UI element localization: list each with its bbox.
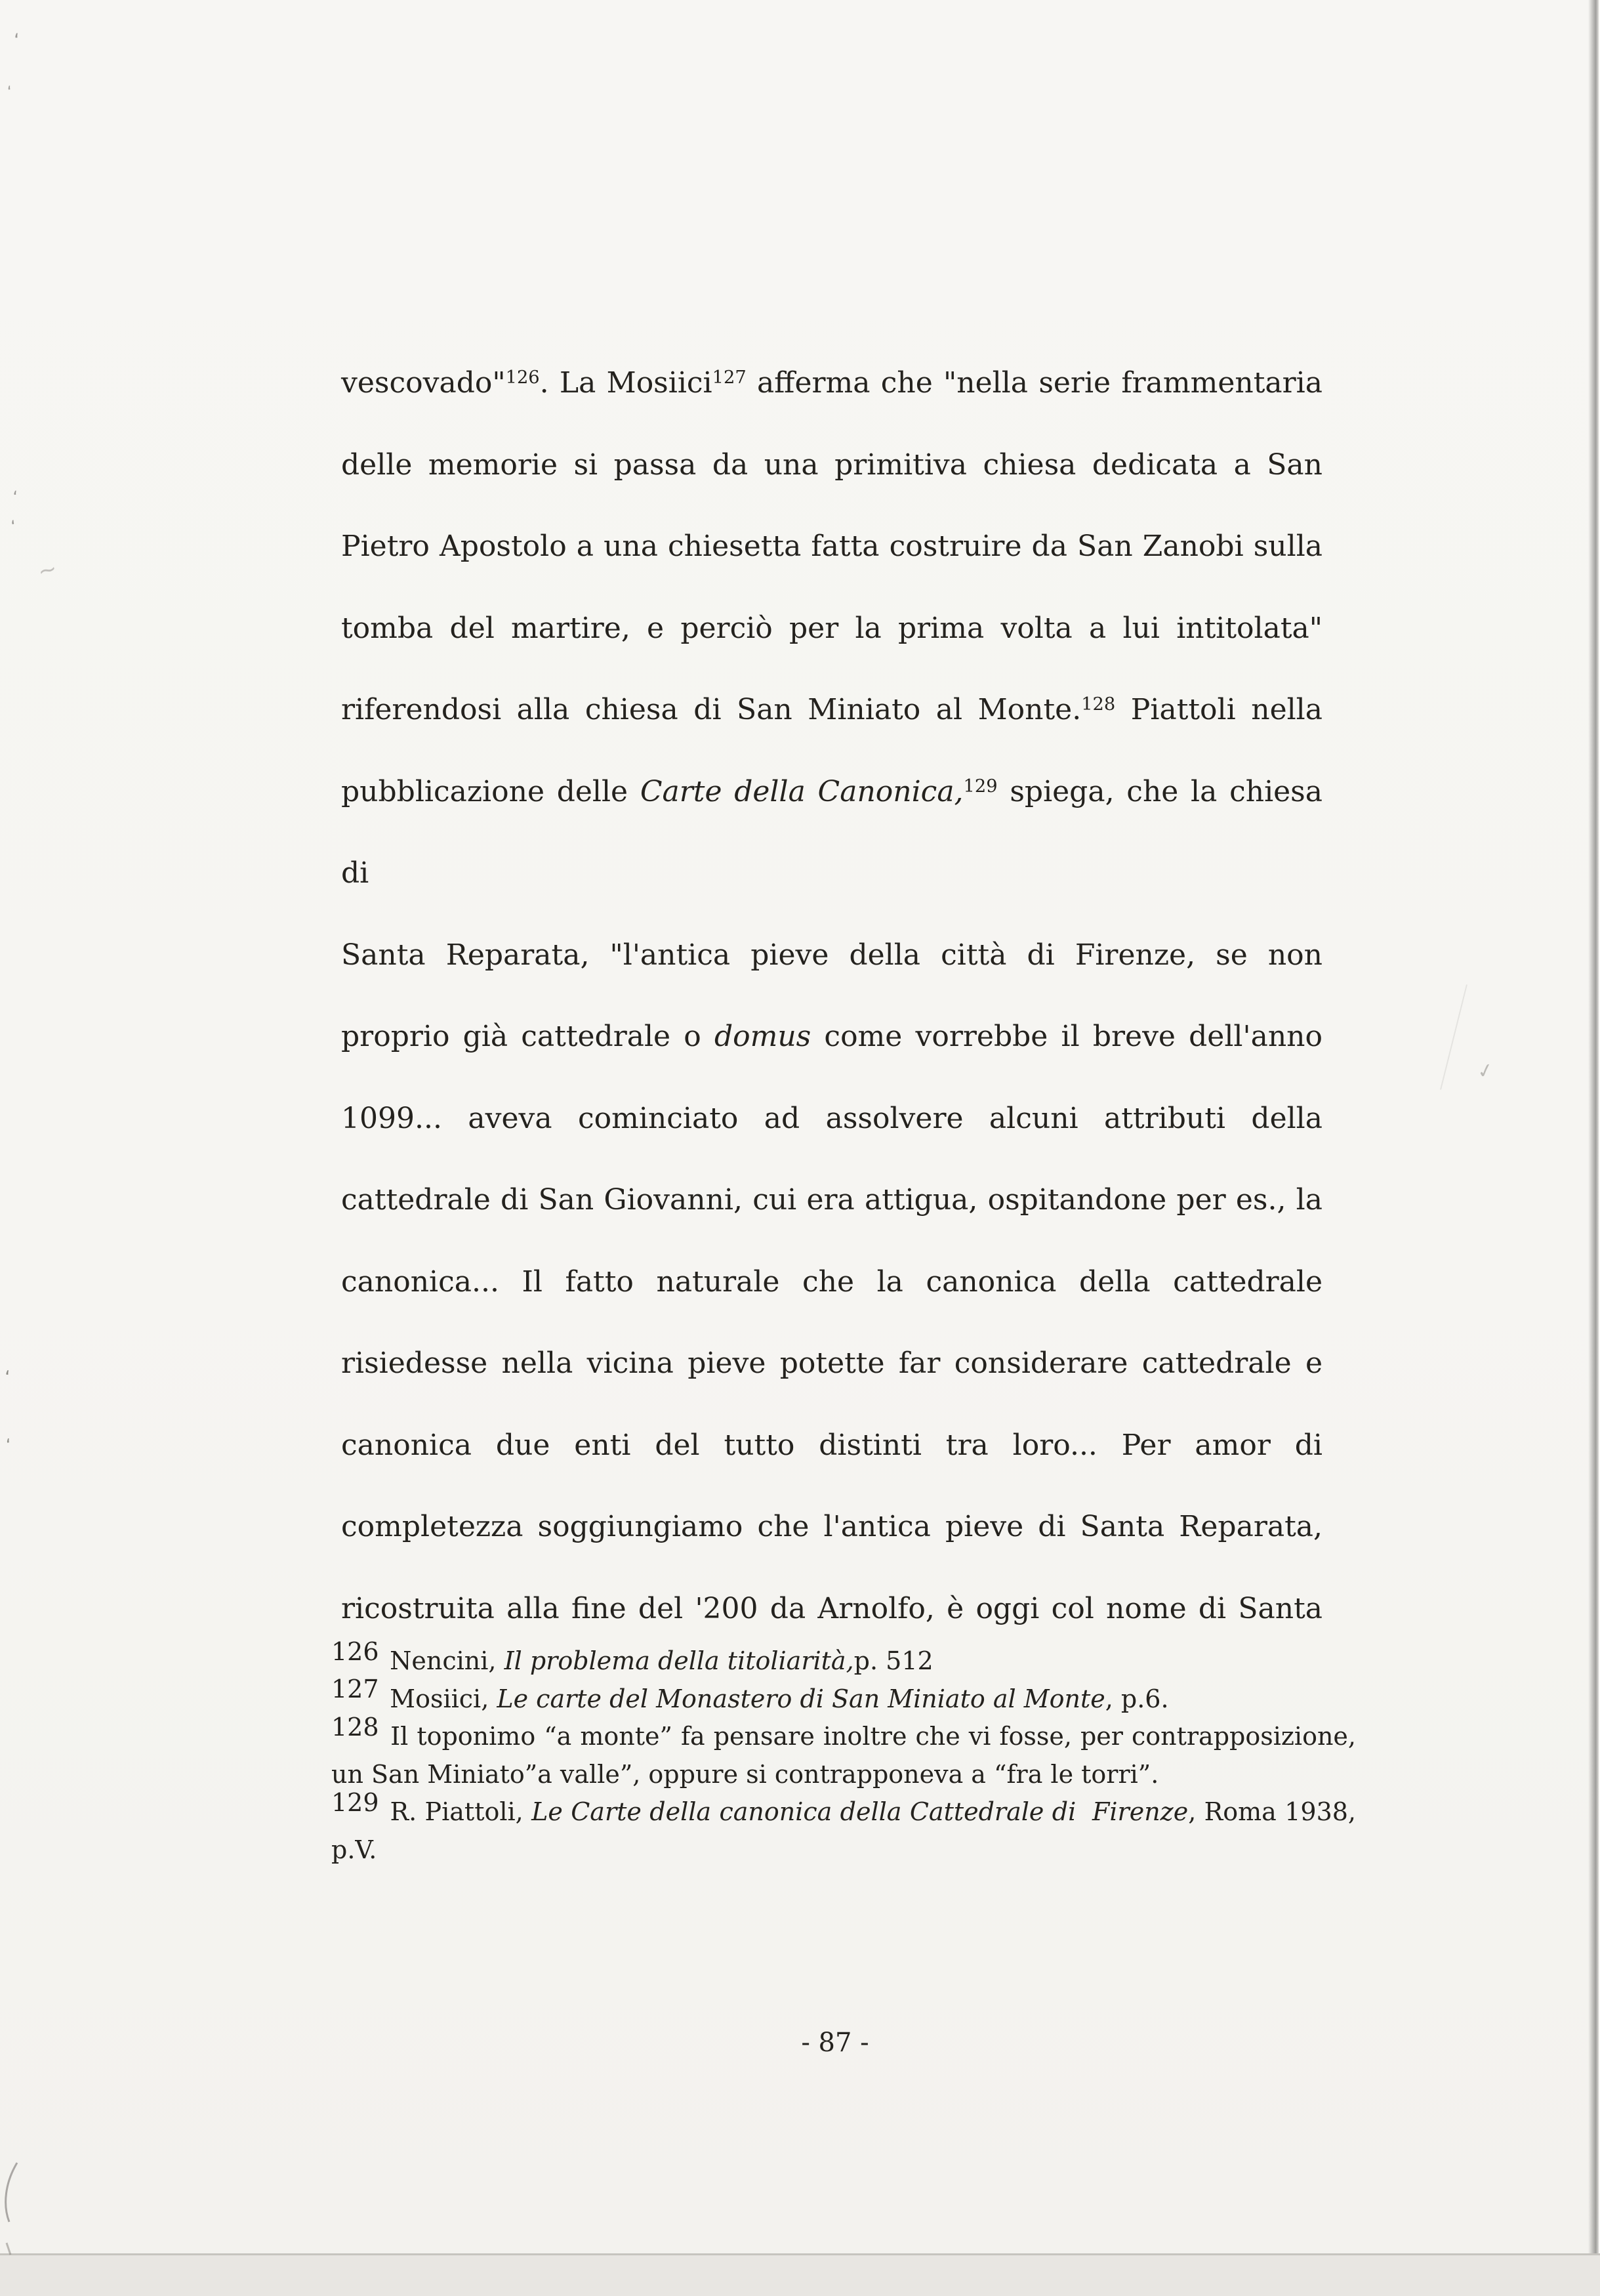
text-line: [341, 343, 1323, 425]
text-segment: Pietro Apostolo a una chiesetta fatta costruire da San Zanobi sulla: [341, 530, 1323, 563]
text-segment: Le carte del Monastero di San Miniato al Monte: [497, 1684, 1105, 1713]
text-segment: pubblicazione delle: [341, 774, 640, 808]
text-line: [331, 1831, 1356, 1869]
text-segment: . La Mosiici: [539, 366, 712, 400]
text-segment: tomba del martire, e perciò per la prima volta a lui intitolata": [341, 611, 1323, 645]
text-segment: afferma che "nella serie frammentaria: [746, 366, 1323, 400]
text-line: [341, 588, 1323, 670]
text-line: [341, 751, 1323, 915]
text-segment: proprio già cattedrale o: [341, 1020, 714, 1053]
text-line: [331, 1756, 1356, 1794]
text-segment: risiedesse nella vicina pieve potette far considerare cattedrale e: [341, 1346, 1323, 1380]
text-line: [331, 1712, 1356, 1756]
text-segment: p.V.: [331, 1835, 377, 1864]
text-line: [331, 1675, 1356, 1719]
text-segment: Mosiici,: [382, 1684, 497, 1713]
footnote-reference: 127: [712, 367, 747, 388]
text-segment: Piattoli nella: [1115, 693, 1323, 726]
text-line: [341, 425, 1323, 507]
paper-edge-shadow: [1588, 0, 1599, 2253]
text-line: [341, 915, 1323, 997]
footnote-reference: 128: [1081, 694, 1116, 715]
text-segment: Il toponimo “a monte” fa pensare inoltre che vi fosse, per contrapposizione,: [382, 1722, 1356, 1751]
text-line: [341, 1486, 1323, 1568]
text-segment: ricostruita alla fine del '200 da Arnolfo, è oggi col nome di Santa: [341, 1591, 1323, 1625]
text-segment: Il problema della titoliarità,: [504, 1646, 854, 1675]
text-segment: come vorrebbe il breve dell'anno: [811, 1020, 1323, 1053]
scan-speck: ʻ: [4, 1435, 14, 1456]
footnote-reference: 127: [331, 1675, 379, 1704]
body-text-block: [341, 343, 1323, 1650]
text-segment: R. Piattoli,: [382, 1797, 532, 1827]
text-segment: Nencini,: [382, 1646, 504, 1675]
footnote-reference: 126: [505, 367, 540, 388]
scan-speck: ʻ: [12, 29, 22, 52]
text-segment: Carte della Canonica,: [640, 774, 964, 808]
pen-squiggle-mark: [0, 2159, 26, 2270]
text-segment: canonica due enti del tutto distinti tra loro... Per amor di: [341, 1428, 1323, 1462]
footnote-reference: 128: [331, 1712, 379, 1742]
text-segment: cattedrale di San Giovanni, cui era attigua, ospitandone per es., la: [341, 1183, 1323, 1217]
text-line: [341, 996, 1323, 1078]
scan-speck: ʻ: [5, 82, 15, 102]
text-segment: p. 512: [853, 1646, 933, 1675]
footnote-reference: 129: [963, 776, 998, 797]
text-segment: riferendosi alla chiesa di San Miniato al Monte.: [341, 693, 1082, 726]
text-line: [341, 506, 1323, 588]
text-segment: un San Miniato”a valle”, oppure si contrapponeva a “fra le torri”.: [331, 1759, 1159, 1789]
text-segment: Santa Reparata, "l'antica pieve della città di Firenze, se non: [341, 938, 1323, 972]
text-line: [341, 1078, 1323, 1160]
text-line: [341, 1405, 1323, 1487]
text-line: [341, 1242, 1323, 1324]
text-segment: vescovado": [341, 366, 506, 400]
scan-speck: ʻ: [4, 1367, 12, 1388]
text-line: [331, 1637, 1356, 1680]
scan-speck: ʻ: [9, 516, 20, 536]
text-segment: 1099... aveva cominciato ad assolvere alcuni attributi della: [341, 1101, 1323, 1135]
text-segment: completezza soggiungiamo che l'antica pieve di Santa Reparata,: [341, 1510, 1323, 1543]
scratch-hairline: [1440, 984, 1467, 1090]
footnote-reference: 126: [331, 1637, 379, 1666]
scan-speck: ʻ: [12, 487, 20, 507]
footnote-reference: 129: [331, 1787, 379, 1817]
scan-speck: ✓: [1475, 1058, 1496, 1085]
text-segment: Le Carte della canonica della Cattedrale di Firenze: [531, 1797, 1189, 1827]
text-segment: delle memorie si passa da una primitiva chiesa dedicata a San: [341, 448, 1323, 482]
scan-speck: ~: [35, 555, 60, 585]
text-segment: , p.6.: [1105, 1684, 1169, 1713]
text-line: [331, 1787, 1357, 1831]
text-line: [341, 1568, 1323, 1650]
text-segment: canonica... Il fatto naturale che la canonica della cattedrale: [341, 1264, 1323, 1299]
page-number: - 87 -: [801, 2028, 869, 2058]
text-segment: , Roma 1938,: [1188, 1797, 1357, 1827]
text-line: [341, 669, 1323, 751]
footnotes-block: [331, 1637, 1357, 1869]
text-segment: spiega, che la chiesa di: [341, 774, 1323, 890]
text-segment: domus: [714, 1020, 811, 1053]
text-line: [341, 1323, 1323, 1405]
text-line: [341, 1159, 1323, 1242]
